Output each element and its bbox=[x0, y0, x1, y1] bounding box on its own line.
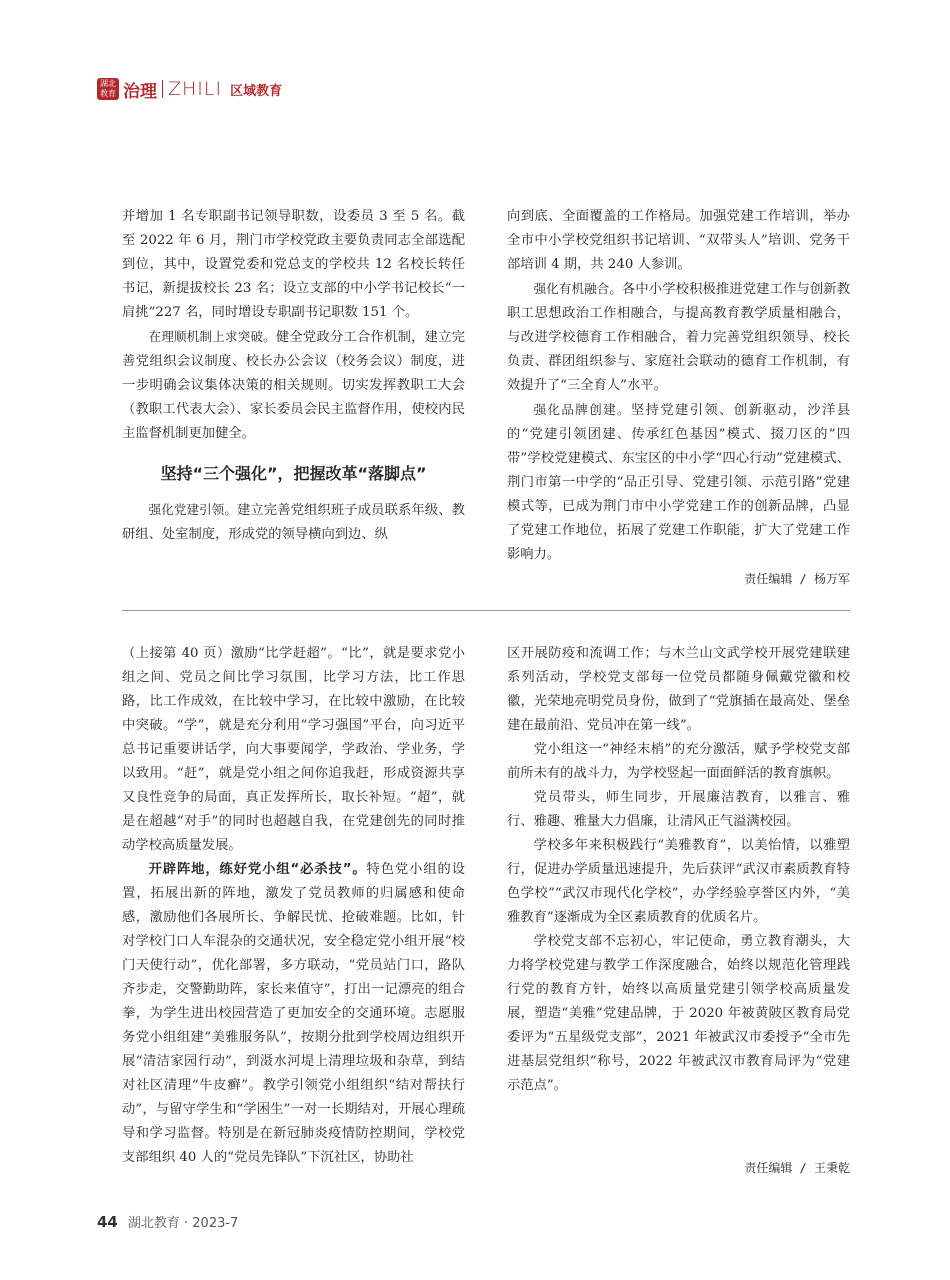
paragraph bbox=[507, 277, 850, 398]
column-name: 区域教育 bbox=[230, 83, 283, 99]
paragraph-body: 特色党小组的设置，拓展出新的阵地，激发了党员教师的归属感和使命感，激励他们各展所长、争解民忧、抢破难题。比如，针对学校门口人车混杂的交通状况，安全稳定党小组开展“校门天使行动”，优化部署，多方联动，“党员站门口，路队齐步走，交警勤助阵，家长来值守”，打出一记漂亮的组合拳，为学生进出校园营造了更加安全的交通环境。志愿服务党小组组建“美雅服务队”，按期分批到学校周边组织开展“清洁家园行动”，到滠水河堤上清理垃圾和杂草，到结对社区清理“牛皮癣”。教学引领党小组组织“结对帮扶行动”，与留守学生和“学困生”一对一长期结对，开展心理疏导和学习监督。特别是在新冠肺炎疫情防控期间，学校党支部组织 40 人的“党员先锋队”下沉社区，协助社 bbox=[122, 862, 465, 1165]
paragraph bbox=[507, 398, 850, 567]
paragraph-lead: 开辟阵地，练好党小组“必杀技”。 bbox=[148, 862, 367, 877]
page-footer bbox=[97, 1212, 238, 1231]
paragraph-lead: 强化党建引领。 bbox=[148, 502, 237, 517]
paragraph-body: 坚持党建引领、创新驱动，沙洋县的“党建引领团建、传承红色基因”模式、掇刀区的“四带”学校党建模式、东宝区的中小学“四心行动”党建模式、荆门市第一中学的“品正引导、党建引领、示范引路”党建模式等，已成为荆门市中小学党建工作的创新品牌，凸显了党建工作地位，拓展了党建工作职能，扩大了党建工作影响力。 bbox=[507, 403, 850, 562]
bottom-right-column bbox=[507, 642, 850, 1098]
paragraph-body: 建立完善党组织班子成员联系年级、教研组、处室制度，形成党的领导横向到边、纵 bbox=[122, 503, 465, 542]
top-right-column bbox=[507, 205, 850, 591]
paragraph: 党小组这一“神经末梢”的充分激活，赋予学校党支部前所未有的战斗力，为学校竖起一面面鲜活的教育旗帜。 bbox=[507, 742, 850, 781]
paragraph-lead: 强化品牌创建。 bbox=[533, 402, 631, 417]
top-left-column bbox=[122, 205, 465, 547]
paragraph-body: 健全党政分工合作机制，建立完善党组织会议制度、校长办公会议（校务会议）制度，进一步明确会议集体决策的相关规则。切实发挥教职工大会（教职工代表大会）、家长委员会民主监督作用，使校内民主监督机制更加健全。 bbox=[122, 330, 465, 441]
paragraph: 党员带头，师生同步，开展廉洁教育，以雅言、雅行、雅趣、雅量大力倡廉，让清风正气溢满校园。 bbox=[507, 790, 850, 829]
section-divider bbox=[122, 610, 850, 611]
page-number: 44 bbox=[97, 1213, 118, 1231]
paragraph bbox=[122, 498, 465, 547]
paragraph-lead: 在理顺机制上求突破。 bbox=[148, 329, 276, 344]
paragraph: 并增加 1 名专职副书记领导职数，设委员 3 至 5 名。截至 2022 年 6 月，荆门市学校党政主要负责同志全部选配到位，其中，设置党委和党总支的学校共 12 名校长转任书记，新提拔校长 23 名；设立支部的中小学书记校长“一肩挑”227 名，同时增设专职副书记职数 151 个。 bbox=[122, 209, 465, 320]
editor-credit: 责任编辑 / 王秉乾 bbox=[744, 1161, 850, 1175]
paragraph-lead: 强化有机融合。 bbox=[533, 281, 622, 296]
paragraph: 学校党支部不忘初心，牢记使命，勇立教育潮头，大力将学校党建与教学工作深度融合，始终以规范化管理践行党的教育方针，始终以高质量党建引领学校高质量发展，塑造“美雅”党建品牌，于 2020 年被黄陂区教育局党委评为“五星级党支部”，2021 年被武汉市委授予“全市先进基层党组织”称号，2022 年被武汉市教育局评为“党建示范点”。 bbox=[507, 934, 850, 1093]
editor-credit: 责任编辑 / 杨万军 bbox=[744, 572, 850, 586]
bottom-left-column bbox=[122, 642, 465, 1170]
section-title: 治理 bbox=[123, 81, 157, 102]
paragraph: （上接第 40 页）激励“比学赶超”。“比”，就是要求党小组之间、党员之间比学习氛围，比学习方法，比工作思路，比工作成效，在比较中学习，在比较中激励，在比较中突破。“学”，就是充分利用“学习强国”平台，向习近平总书记重要讲话学，向大事要闻学，学政治、学业务，学以致用。“赶”，就是党小组之间你追我赶，形成资源共享又良性竞争的局面，真正发挥所长，取长补短。“超”，就是在超越“对手”的同时也超越自我，在党建创先的同时推动学校高质量发展。 bbox=[122, 646, 465, 853]
header-divider bbox=[162, 80, 163, 98]
paragraph: 学校多年来积极践行“美雅教育”，以美怡情，以雅塑行，促进办学质量迅速提升，先后获评“武汉市素质教育特色学校”“武汉市现代化学校”，办学经验享誉区内外，“美雅教育”逐渐成为全区素质教育的优质名片。 bbox=[507, 838, 850, 925]
paragraph bbox=[122, 858, 465, 1170]
paragraph: 向到底、全面覆盖的工作格局。加强党建工作培训，举办全市中小学校党组织书记培训、“双带头人”培训、党务干部培训 4 期，共 240 人参训。 bbox=[507, 209, 850, 272]
section-subheading: 坚持“三个强化”，把握改革“落脚点” bbox=[160, 464, 427, 483]
magazine-logo: 湖北教育 bbox=[97, 78, 119, 100]
paragraph bbox=[122, 325, 465, 446]
section-title-pinyin: ZHILI bbox=[168, 78, 223, 100]
paragraph: 区开展防疫和流调工作；与木兰山文武学校开展党建联建系列活动，学校党支部每一位党员都随身佩戴党徽和校徽，光荣地亮明党员身份，做到了“党旗插在最高处、堡垒建在最前沿、党员冲在第一线”。 bbox=[507, 646, 850, 733]
magazine-issue: 湖北教育 · 2023-7 bbox=[127, 1216, 239, 1231]
paragraph-body: 各中小学校积极推进党建工作与创新教职工思想政治工作相融合，与提高教育教学质量相融合，与改进学校德育工作相融合，着力完善党组织领导、校长负责、群团组织参与、家庭社会联动的德育工作机制，有效提升了“三全育人”水平。 bbox=[507, 282, 850, 393]
page-header bbox=[97, 76, 282, 102]
